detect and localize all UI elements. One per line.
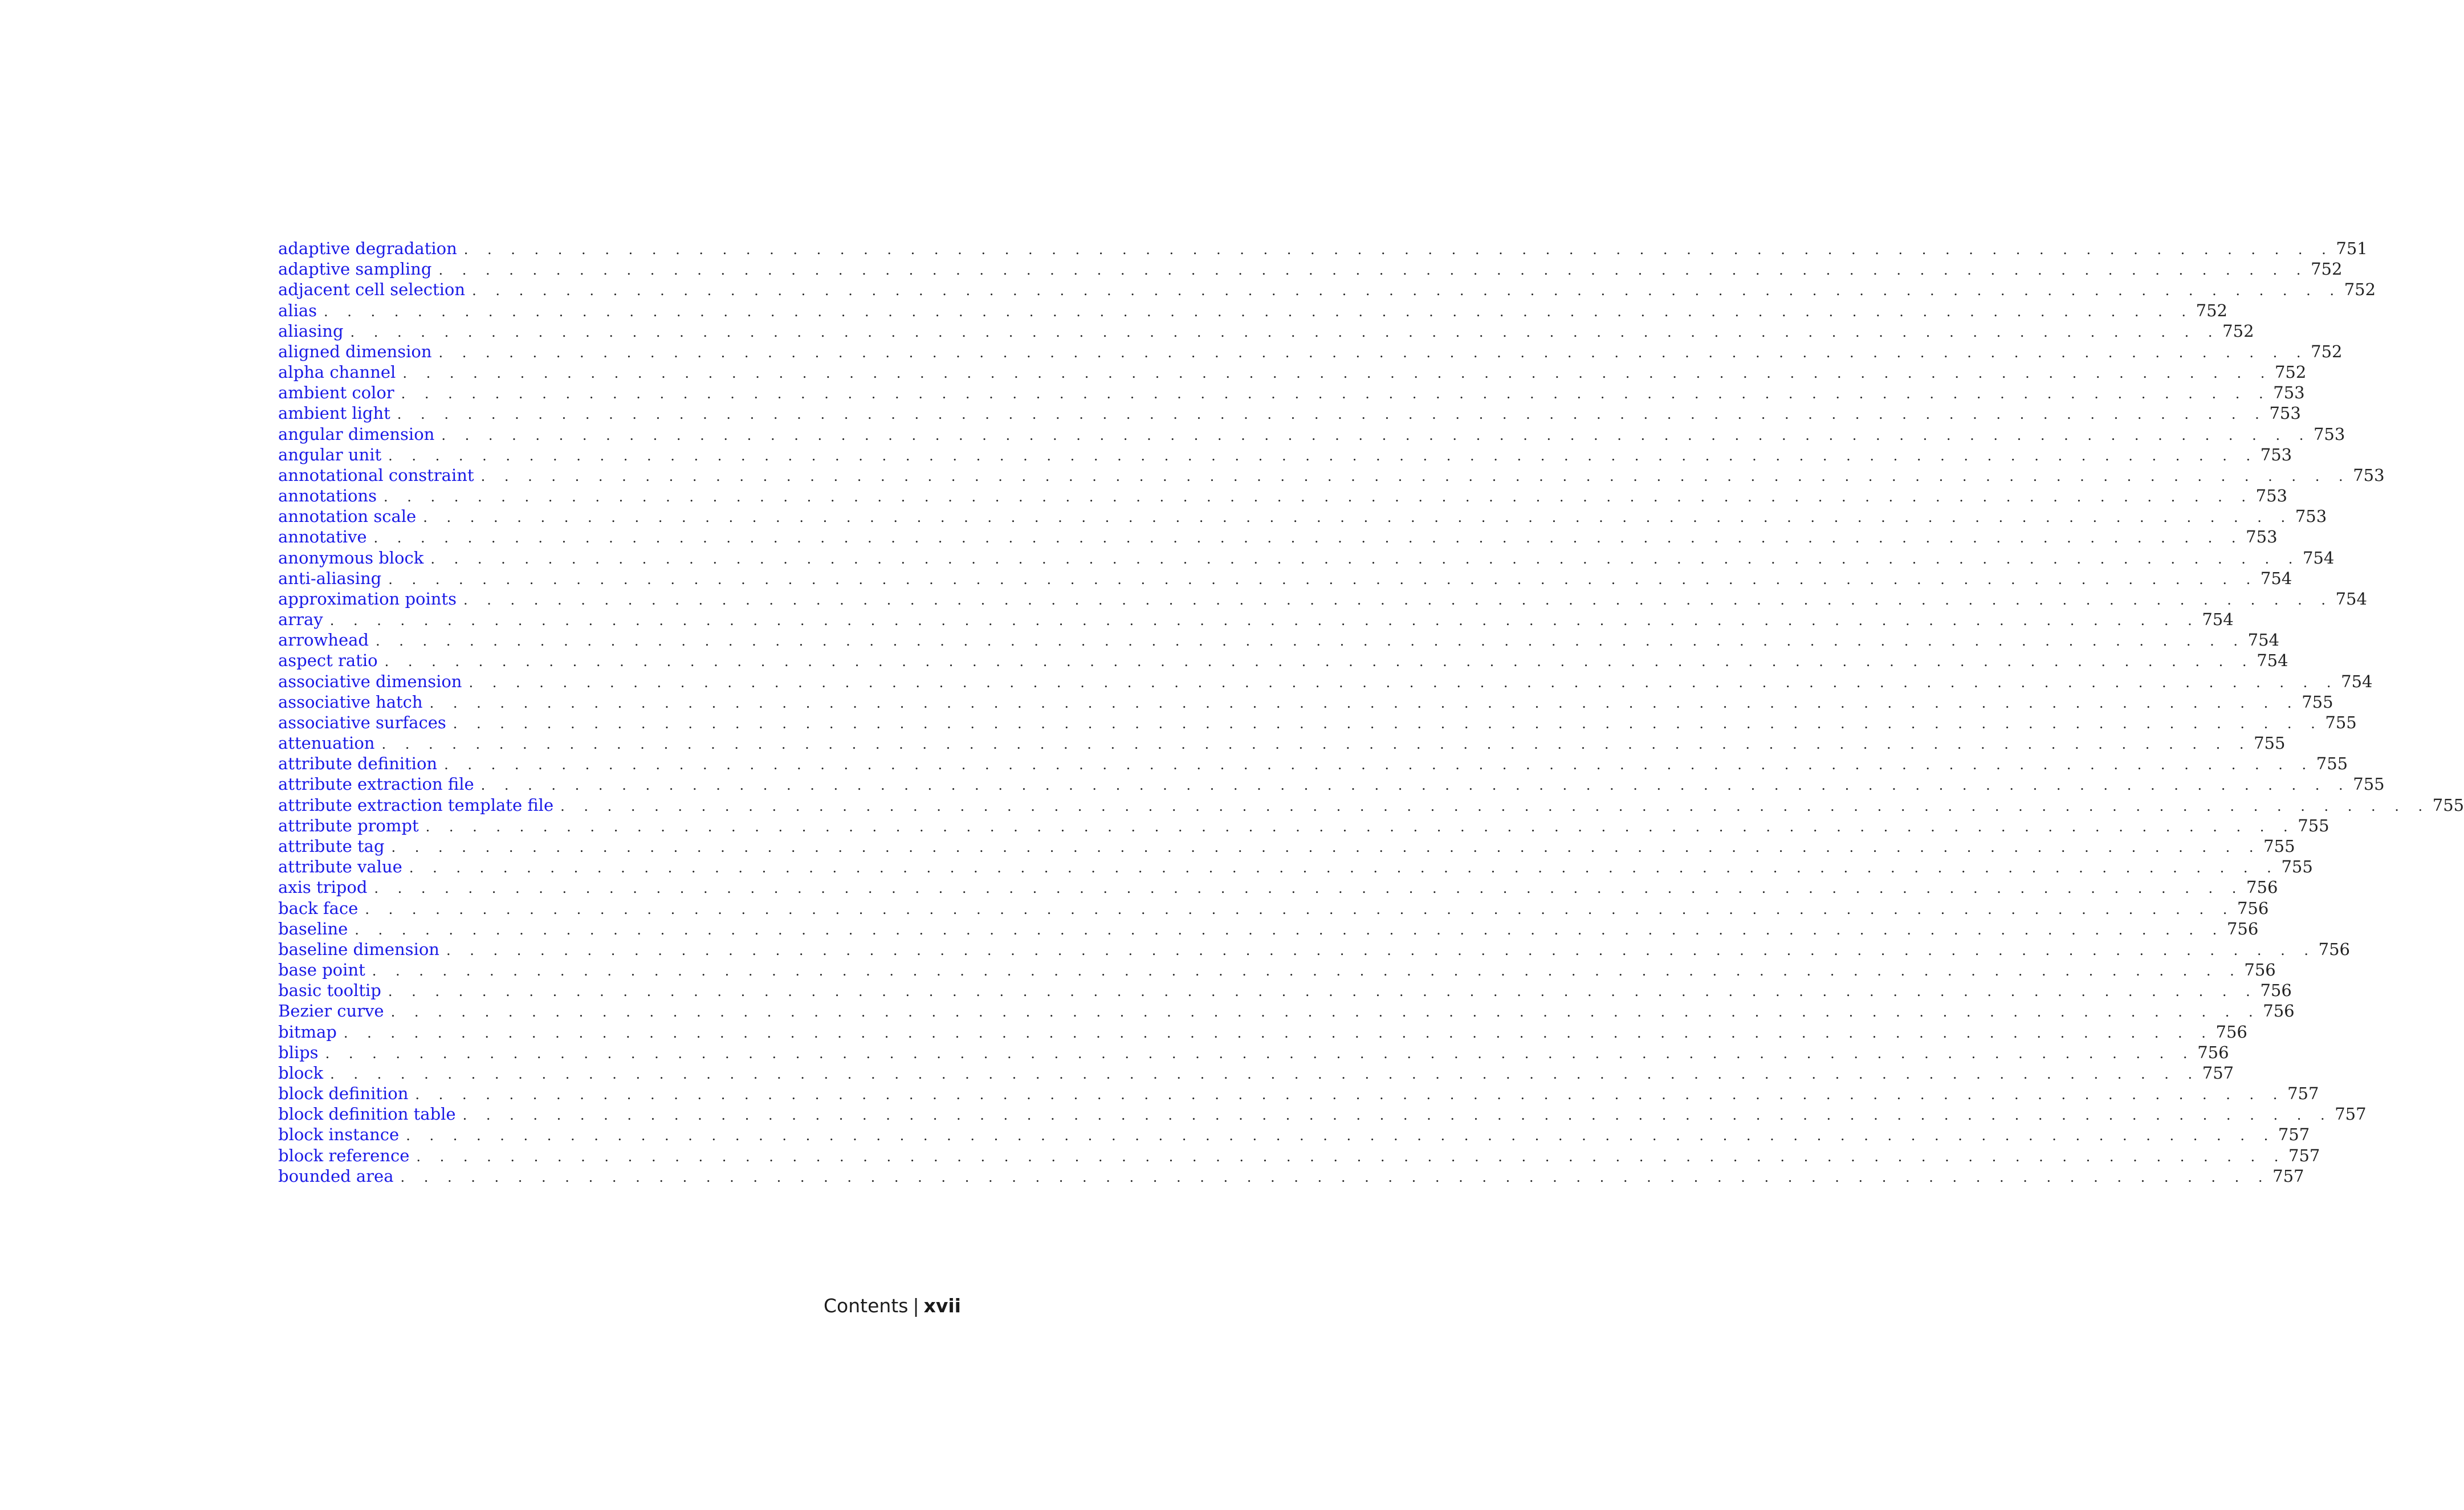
toc-entry[interactable] (278, 650, 2288, 671)
toc-entry-link[interactable]: aliasing (278, 321, 344, 341)
toc-entry[interactable] (278, 485, 2287, 506)
dot-leader: . . . . . . . . . . . . . . . . . . . . . . . . . . . . . . . . . . . . . . . . . . . . . . . . . . . . . . . . . . . . . . . . . . . . . . . . . . . . . . . . (384, 654, 2254, 670)
toc-entry-link[interactable]: attribute extraction file (278, 774, 474, 794)
toc-entry[interactable] (278, 919, 2259, 939)
toc-page-number: 752 (2196, 300, 2228, 320)
toc-entry[interactable] (278, 300, 2228, 321)
toc-page-number: 752 (2274, 362, 2307, 382)
dot-leader: . . . . . . . . . . . . . . . . . . . . . . . . . . . . . . . . . . . . . . . . . . . . . . . . . . . . . . . . . . . . . . . . . . . . . . . . . . . . . . . . (372, 963, 2242, 980)
dot-leader: . . . . . . . . . . . . . . . . . . . . . . . . . . . . . . . . . . . . . . . . . . . . . . . . . . . . . . . . . . . . . . . . . . . . . . . . . . . . . . . . (355, 921, 2225, 938)
dot-leader: . . . . . . . . . . . . . . . . . . . . . . . . . . . . . . . . . . . . . . . . . . . . . . . . . . . . . . . . . . . . . . . . . . . . . . . . . . . . . . . . (402, 365, 2272, 382)
toc-entry[interactable] (278, 692, 2333, 712)
toc-page-number: 752 (2311, 259, 2343, 279)
toc-entry[interactable] (278, 259, 2343, 279)
toc-page-number: 757 (2272, 1166, 2304, 1186)
dot-leader: . . . . . . . . . . . . . . . . . . . . . . . . . . . . . . . . . . . . . . . . . . . . . . . . . . . . . . . . . . . . . . . . . . . . . . . . . . . . . . . . (406, 1128, 2276, 1144)
toc-entry[interactable] (278, 671, 2373, 692)
dot-leader: . . . . . . . . . . . . . . . . . . . . . . . . . . . . . . . . . . . . . . . . . . . . . . . . . . . . . . . . . . . . . . . . . . . . . . . . . . . . . . . . (388, 983, 2258, 1000)
toc-page-number: 754 (2247, 630, 2279, 650)
toc-entry-link[interactable]: baseline dimension (278, 939, 439, 959)
dot-leader: . . . . . . . . . . . . . . . . . . . . . . . . . . . . . . . . . . . . . . . . . . . . . . . . . . . . . . . . . . . . . . . . . . . . . . . . . . . . . . . . (480, 468, 2351, 484)
toc-page-number: 755 (2432, 795, 2464, 815)
toc-entry-link[interactable]: annotation scale (278, 507, 417, 527)
dot-leader: . . . . . . . . . . . . . . . . . . . . . . . . . . . . . . . . . . . . . . . . . . . . . . . . . . . . . . . . . . . . . . . . . . . . . . . . . . . . . . . . (350, 324, 2220, 340)
toc-entry-link[interactable]: ambient light (278, 403, 390, 423)
dot-leader: . . . . . . . . . . . . . . . . . . . . . . . . . . . . . . . . . . . . . . . . . . . . . . . . . . . . . . . . . . . . . . . . . . . . . . . . . . . . . . . . (469, 674, 2339, 691)
toc-page-number: 754 (2202, 610, 2234, 630)
toc-entry[interactable] (278, 960, 2276, 980)
toc-page-number: 753 (2313, 424, 2345, 444)
toc-entry[interactable] (278, 1145, 2320, 1166)
toc-entry[interactable] (278, 877, 2278, 897)
toc-entry[interactable] (278, 403, 2301, 423)
toc-page-number: 757 (2288, 1145, 2320, 1165)
dot-leader: . . . . . . . . . . . . . . . . . . . . . . . . . . . . . . . . . . . . . . . . . . . . . . . . . . . . . . . . . . . . . . . . . . . . . . . . . . . . . . . . (391, 839, 2261, 855)
dot-leader: . . . . . . . . . . . . . . . . . . . . . . . . . . . . . . . . . . . . . . . . . . . . . . . . . . . . . . . . . . . . . . . . . . . . . . . . . . . . . . . . (416, 1148, 2286, 1165)
toc-page-number: 755 (2353, 774, 2385, 794)
toc-entry-link[interactable]: arrowhead (278, 630, 369, 650)
dot-leader: . . . . . . . . . . . . . . . . . . . . . . . . . . . . . . . . . . . . . . . . . . . . . . . . . . . . . . . . . . . . . . . . . . . . . . . . . . . . . . . . (453, 715, 2323, 732)
toc-page-number: 756 (2215, 1022, 2247, 1042)
dot-leader: . . . . . . . . . . . . . . . . . . . . . . . . . . . . . . . . . . . . . . . . . . . . . . . . . . . . . . . . . . . . . . . . . . . . . . . . . . . . . . . . (430, 550, 2300, 567)
toc-page-number: 756 (2244, 960, 2276, 980)
dot-leader: . . . . . . . . . . . . . . . . . . . . . . . . . . . . . . . . . . . . . . . . . . . . . . . . . . . . . . . . . . . . . . . . . . . . . . . . . . . . . . . . (463, 591, 2333, 608)
dot-leader: . . . . . . . . . . . . . . . . . . . . . . . . . . . . . . . . . . . . . . . . . . . . . . . . . . . . . . . . . . . . . . . . . . . . . . . . . . . . . . . . (376, 633, 2245, 650)
dot-leader: . . . . . . . . . . . . . . . . . . . . . . . . . . . . . . . . . . . . . . . . . . . . . . . . . . . . . . . . . . . . . . . . . . . . . . . . . . . . . . . . (480, 777, 2351, 794)
toc-entry-link[interactable]: attribute definition (278, 754, 438, 774)
dot-leader: . . . . . . . . . . . . . . . . . . . . . . . . . . . . . . . . . . . . . . . . . . . . . . . . . . . . . . . . . . . . . . . . . . . . . . . . . . . . . . . . (381, 736, 2251, 753)
toc-page-number: 756 (2197, 1042, 2229, 1062)
toc-entry[interactable] (278, 465, 2385, 485)
page-footer (824, 1295, 961, 1317)
toc-entry[interactable] (278, 939, 2350, 960)
toc-page-number: 753 (2260, 444, 2292, 464)
toc-entry[interactable] (278, 630, 2279, 650)
toc-entry[interactable] (278, 1063, 2234, 1083)
dot-leader: . . . . . . . . . . . . . . . . . . . . . . . . . . . . . . . . . . . . . . . . . . . . . . . . . . . . . . . . . . . . . . . . . . . . . . . . . . . . . . . . (343, 1025, 2213, 1041)
toc-page-number: 753 (2353, 465, 2385, 485)
toc-entry[interactable] (278, 1104, 2367, 1124)
toc-entry-link[interactable]: associative hatch (278, 692, 423, 712)
toc-page-number: 751 (2336, 239, 2368, 258)
toc-entry[interactable] (278, 753, 2348, 774)
toc-entry-link[interactable]: baseline (278, 919, 348, 938)
toc-entry-link[interactable]: ambient color (278, 383, 394, 403)
toc-page-number: 756 (2318, 939, 2350, 959)
toc-page-number: 756 (2263, 1001, 2295, 1021)
dot-leader: . . . . . . . . . . . . . . . . . . . . . . . . . . . . . . . . . . . . . . . . . . . . . . . . . . . . . . . . . . . . . . . . . . . . . . . . . . . . . . . . (441, 427, 2311, 443)
dot-leader: . . . . . . . . . . . . . . . . . . . . . . . . . . . . . . . . . . . . . . . . . . . . . . . . . . . . . . . . . . . . . . . . . . . . . . . . . . . . . . . . (463, 242, 2333, 258)
toc-page-number: 757 (2202, 1063, 2234, 1083)
toc-entry-link[interactable]: annotations (278, 486, 377, 506)
toc-entry-link[interactable]: associative surfaces (278, 712, 446, 732)
dot-leader: . . . . . . . . . . . . . . . . . . . . . . . . . . . . . . . . . . . . . . . . . . . . . . . . . . . . . . . . . . . . . . . . . . . . . . . . . . . . . . . . (438, 344, 2308, 361)
toc-page-number: 756 (2226, 919, 2259, 938)
toc-entry-link[interactable]: adaptive sampling (278, 259, 432, 279)
toc-entry[interactable] (278, 527, 2278, 547)
toc-entry-link[interactable]: Bezier curve (278, 1001, 384, 1021)
dot-leader: . . . . . . . . . . . . . . . . . . . . . . . . . . . . . . . . . . . . . . . . . . . . . . . . . . . . . . . . . . . . . . . . . . . . . . . . . . . . . . . . (388, 447, 2258, 464)
toc-entry[interactable] (278, 774, 2385, 794)
toc-page-number: 753 (2246, 527, 2278, 547)
toc-page-number: 755 (2316, 754, 2348, 774)
dot-leader: . . . . . . . . . . . . . . . . . . . . . . . . . . . . . . . . . . . . . . . . . . . . . . . . . . . . . . . . . . . . . . . . . . . . . . . . . . . . . . . . (472, 283, 2342, 299)
toc-page-number: 755 (2281, 857, 2313, 877)
footer-separator: | (913, 1295, 919, 1317)
toc-entry-link[interactable]: block reference (278, 1145, 410, 1165)
toc-page-number: 756 (2260, 981, 2292, 1001)
toc-entry[interactable] (278, 856, 2313, 877)
toc-entry-link[interactable]: alpha channel (278, 362, 396, 382)
dot-leader: . . . . . . . . . . . . . . . . . . . . . . . . . . . . . . . . . . . . . . . . . . . . . . . . . . . . . . . . . . . . . . . . . . . . . . . . . . . . . . . . (415, 1087, 2285, 1103)
toc-page-number: 755 (2298, 815, 2329, 835)
dot-leader: . . . . . . . . . . . . . . . . . . . . . . . . . . . . . . . . . . . . . . . . . . . . . . . . . . . . . . . . . . . . . . . . . . . . . . . . . . . . . . . . (397, 406, 2267, 423)
toc-entry-link[interactable]: base point (278, 960, 365, 980)
toc-entry[interactable] (278, 980, 2292, 1001)
toc-entry[interactable] (278, 795, 2464, 815)
toc-entry-link[interactable]: attribute value (278, 857, 402, 877)
footer-page-number: xvii (923, 1295, 961, 1317)
toc-page-number: 753 (2269, 403, 2301, 423)
dot-leader: . . . . . . . . . . . . . . . . . . . . . . . . . . . . . . . . . . . . . . . . . . . . . . . . . . . . . . . . . . . . . . . . . . . . . . . . . . . . . . . . (438, 262, 2308, 279)
dot-leader: . . . . . . . . . . . . . . . . . . . . . . . . . . . . . . . . . . . . . . . . . . . . . . . . . . . . . . . . . . . . . . . . . . . . . . . . . . . . . . . . (373, 530, 2243, 546)
toc-entry-link[interactable]: attribute tag (278, 836, 385, 856)
toc-page-number: 755 (2263, 836, 2295, 856)
toc-entry-link[interactable]: basic tooltip (278, 981, 381, 1001)
dot-leader: . . . . . . . . . . . . . . . . . . . . . . . . . . . . . . . . . . . . . . . . . . . . . . . . . . . . . . . . . . . . . . . . . . . . . . . . . . . . . . . . (330, 1066, 2200, 1082)
toc-entry-link[interactable]: angular unit (278, 444, 382, 464)
toc-entry-link[interactable]: axis tripod (278, 878, 368, 897)
dot-leader: . . . . . . . . . . . . . . . . . . . . . . . . . . . . . . . . . . . . . . . . . . . . . . . . . . . . . . . . . . . . . . . . . . . . . . . . . . . . . . . . (329, 613, 2200, 629)
toc-entry-link[interactable]: attribute prompt (278, 815, 419, 835)
toc-entry[interactable] (278, 341, 2343, 362)
toc-page-number: 754 (2335, 589, 2367, 609)
toc-entry[interactable] (278, 836, 2295, 856)
toc-entry-link[interactable]: attribute extraction template file (278, 795, 554, 815)
toc-entry-link[interactable]: attenuation (278, 733, 375, 753)
toc-page-number: 755 (2254, 733, 2286, 753)
toc-entry[interactable] (278, 568, 2292, 589)
toc-entry-link[interactable]: bounded area (278, 1166, 394, 1186)
toc-entry[interactable] (278, 279, 2376, 300)
toc-entry-link[interactable]: annotative (278, 527, 367, 547)
toc-page-number: 757 (2278, 1125, 2310, 1145)
toc-page-number: 754 (2257, 651, 2288, 671)
toc-page-number: 752 (2311, 341, 2343, 361)
toc-entry-link[interactable]: alias (278, 300, 317, 320)
footer-section-label: Contents (824, 1295, 909, 1317)
toc-entry-link[interactable]: block definition (278, 1084, 409, 1104)
toc-entry-link[interactable]: anti-aliasing (278, 568, 382, 588)
toc-entry[interactable] (278, 1083, 2319, 1104)
toc-entry-link[interactable]: block instance (278, 1125, 400, 1145)
toc-entry[interactable] (278, 1022, 2247, 1042)
dot-leader: . . . . . . . . . . . . . . . . . . . . . . . . . . . . . . . . . . . . . . . . . . . . . . . . . . . . . . . . . . . . . . . . . . . . . . . . . . . . . . . . (560, 798, 2430, 814)
toc-entry-link[interactable]: anonymous block (278, 548, 424, 568)
dot-leader: . . . . . . . . . . . . . . . . . . . . . . . . . . . . . . . . . . . . . . . . . . . . . . . . . . . . . . . . . . . . . . . . . . . . . . . . . . . . . . . . (384, 489, 2253, 505)
dot-leader: . . . . . . . . . . . . . . . . . . . . . . . . . . . . . . . . . . . . . . . . . . . . . . . . . . . . . . . . . . . . . . . . . . . . . . . . . . . . . . . . (365, 901, 2235, 917)
toc-page-number: 755 (2302, 692, 2333, 712)
dot-leader: . . . . . . . . . . . . . . . . . . . . . . . . . . . . . . . . . . . . . . . . . . . . . . . . . . . . . . . . . . . . . . . . . . . . . . . . . . . . . . . . (325, 1045, 2195, 1062)
dot-leader: . . . . . . . . . . . . . . . . . . . . . . . . . . . . . . . . . . . . . . . . . . . . . . . . . . . . . . . . . . . . . . . . . . . . . . . . . . . . . . . . (374, 880, 2244, 897)
toc-entry-link[interactable]: block definition table (278, 1104, 456, 1124)
toc-entry-link[interactable]: aspect ratio (278, 651, 378, 671)
toc-entry[interactable] (278, 712, 2357, 733)
toc-entry[interactable] (278, 1166, 2304, 1186)
dot-leader: . . . . . . . . . . . . . . . . . . . . . . . . . . . . . . . . . . . . . . . . . . . . . . . . . . . . . . . . . . . . . . . . . . . . . . . . . . . . . . . . (462, 1107, 2332, 1124)
toc-entry-link[interactable]: array (278, 610, 323, 630)
toc-entry[interactable] (278, 1001, 2295, 1021)
toc-entry[interactable] (278, 1042, 2229, 1063)
dot-leader: . . . . . . . . . . . . . . . . . . . . . . . . . . . . . . . . . . . . . . . . . . . . . . . . . . . . . . . . . . . . . . . . . . . . . . . . . . . . . . . . (425, 818, 2295, 835)
dot-leader: . . . . . . . . . . . . . . . . . . . . . . . . . . . . . . . . . . . . . . . . . . . . . . . . . . . . . . . . . . . . . . . . . . . . . . . . . . . . . . . . (388, 571, 2258, 587)
toc-entry[interactable] (278, 506, 2327, 527)
toc-entry-link[interactable]: associative dimension (278, 671, 462, 691)
toc-entry[interactable] (278, 898, 2269, 919)
toc-page-number: 752 (2344, 280, 2376, 300)
dot-leader: . . . . . . . . . . . . . . . . . . . . . . . . . . . . . . . . . . . . . . . . . . . . . . . . . . . . . . . . . . . . . . . . . . . . . . . . . . . . . . . . (324, 303, 2194, 320)
toc-entry[interactable] (278, 444, 2292, 465)
dot-leader: . . . . . . . . . . . . . . . . . . . . . . . . . . . . . . . . . . . . . . . . . . . . . . . . . . . . . . . . . . . . . . . . . . . . . . . . . . . . . . . . (429, 695, 2299, 711)
toc-page-number: 753 (2295, 507, 2327, 527)
toc-entry-link[interactable]: blips (278, 1042, 319, 1062)
table-of-contents (278, 238, 2464, 1186)
dot-leader: . . . . . . . . . . . . . . . . . . . . . . . . . . . . . . . . . . . . . . . . . . . . . . . . . . . . . . . . . . . . . . . . . . . . . . . . . . . . . . . . (390, 1004, 2261, 1021)
toc-page-number: 753 (2273, 383, 2305, 403)
toc-entry-link[interactable]: back face (278, 898, 359, 918)
toc-page-number: 753 (2255, 486, 2287, 506)
dot-leader: . . . . . . . . . . . . . . . . . . . . . . . . . . . . . . . . . . . . . . . . . . . . . . . . . . . . . . . . . . . . . . . . . . . . . . . . . . . . . . . . (446, 942, 2316, 958)
toc-page-number: 755 (2325, 712, 2357, 732)
toc-entry-link[interactable]: bitmap (278, 1022, 337, 1042)
toc-entry[interactable] (278, 733, 2286, 753)
toc-entry-link[interactable]: block (278, 1063, 324, 1083)
toc-page-number: 757 (2287, 1084, 2319, 1104)
toc-entry-link[interactable]: adaptive degradation (278, 239, 457, 258)
toc-entry[interactable] (278, 238, 2368, 259)
toc-entry-link[interactable]: angular dimension (278, 424, 435, 444)
toc-entry[interactable] (278, 548, 2335, 568)
toc-page-number: 754 (2302, 548, 2335, 568)
toc-entry[interactable] (278, 321, 2254, 341)
toc-page-number: 756 (2246, 878, 2278, 897)
dot-leader: . . . . . . . . . . . . . . . . . . . . . . . . . . . . . . . . . . . . . . . . . . . . . . . . . . . . . . . . . . . . . . . . . . . . . . . . . . . . . . . . (444, 757, 2314, 773)
toc-entry-link[interactable]: aligned dimension (278, 341, 432, 361)
toc-entry[interactable] (278, 609, 2234, 630)
toc-entry-link[interactable]: adjacent cell selection (278, 280, 466, 300)
toc-page-number: 756 (2237, 898, 2269, 918)
toc-page-number: 754 (2260, 568, 2292, 588)
toc-entry[interactable] (278, 815, 2329, 836)
toc-entry[interactable] (278, 382, 2305, 403)
dot-leader: . . . . . . . . . . . . . . . . . . . . . . . . . . . . . . . . . . . . . . . . . . . . . . . . . . . . . . . . . . . . . . . . . . . . . . . . . . . . . . . . (400, 1169, 2270, 1185)
toc-page-number: 752 (2222, 321, 2254, 341)
toc-entry[interactable] (278, 589, 2367, 609)
toc-page-number: 754 (2341, 671, 2373, 691)
toc-entry-link[interactable]: approximation points (278, 589, 457, 609)
dot-leader: . . . . . . . . . . . . . . . . . . . . . . . . . . . . . . . . . . . . . . . . . . . . . . . . . . . . . . . . . . . . . . . . . . . . . . . . . . . . . . . . (401, 386, 2271, 402)
toc-entry-link[interactable]: annotational constraint (278, 465, 474, 485)
toc-entry[interactable] (278, 424, 2345, 444)
toc-entry[interactable] (278, 1124, 2310, 1145)
toc-entry[interactable] (278, 362, 2307, 382)
dot-leader: . . . . . . . . . . . . . . . . . . . . . . . . . . . . . . . . . . . . . . . . . . . . . . . . . . . . . . . . . . . . . . . . . . . . . . . . . . . . . . . . (423, 509, 2293, 526)
toc-page-number: 757 (2335, 1104, 2367, 1124)
dot-leader: . . . . . . . . . . . . . . . . . . . . . . . . . . . . . . . . . . . . . . . . . . . . . . . . . . . . . . . . . . . . . . . . . . . . . . . . . . . . . . . . (409, 860, 2279, 876)
